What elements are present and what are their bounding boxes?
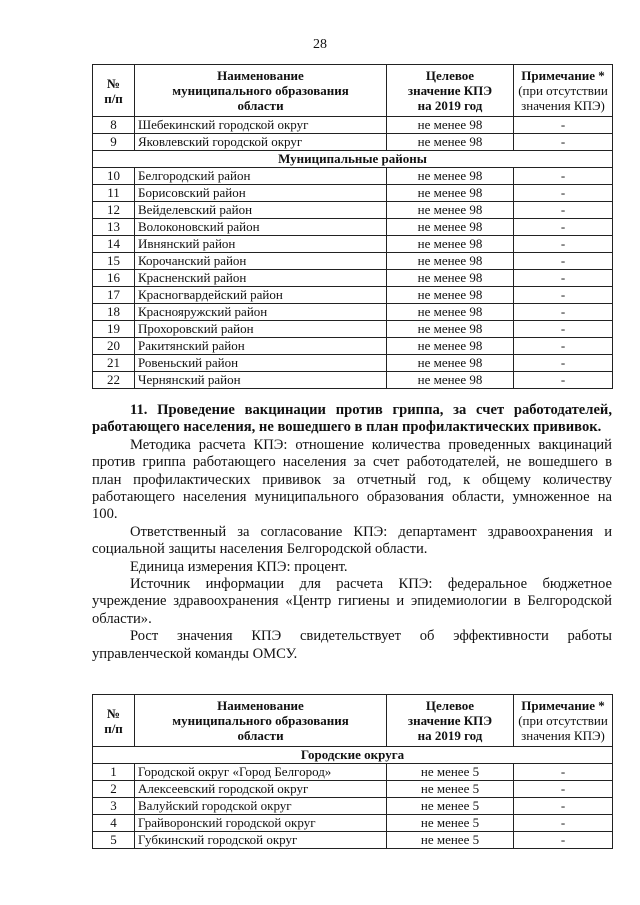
row-number: 3 (93, 798, 135, 815)
section-row (93, 151, 613, 168)
row-number: 18 (93, 304, 135, 321)
table-row (93, 270, 613, 287)
target-value: не менее 5 (387, 832, 514, 849)
note-value: - (514, 338, 613, 355)
target-value: не менее 98 (387, 253, 514, 270)
target-value: не менее 98 (387, 236, 514, 253)
row-number: 13 (93, 219, 135, 236)
table-row (93, 168, 613, 185)
method-paragraph: Методика расчета КПЭ: отношение количества проведенных вакцинаций против гриппа работающего населения за счет работодателей, не вошедшего в план профилактических прививок за отчетный год, к общему количеству работающего населения муниципального образования области, умноженное на 100. (92, 436, 612, 523)
table-row (93, 253, 613, 270)
note-value: - (514, 202, 613, 219)
growth-paragraph: Рост значения КПЭ свидетельствует об эффективности работы управленческой команды ОМСУ. (92, 628, 612, 662)
note-value: - (514, 764, 613, 781)
row-number: 12 (93, 202, 135, 219)
municipality-name: Борисовский район (135, 185, 387, 202)
row-number: 9 (93, 134, 135, 151)
header-number: № п/п (93, 695, 135, 747)
municipality-name: Ивнянский район (135, 236, 387, 253)
municipality-name: Городской округ «Город Белгород» (135, 764, 387, 781)
target-value: не менее 5 (387, 798, 514, 815)
note-value: - (514, 117, 613, 134)
note-value: - (514, 236, 613, 253)
table-row (93, 372, 613, 389)
row-number: 17 (93, 287, 135, 304)
table-row (93, 236, 613, 253)
section-title-city-districts: Городские округа (93, 747, 613, 764)
municipality-name: Валуйский городской округ (135, 798, 387, 815)
target-value: не менее 98 (387, 304, 514, 321)
note-value: - (514, 321, 613, 338)
header-target-value: Целевое значение КПЭ на 2019 год (387, 65, 514, 117)
source-paragraph: Источник информации для расчета КПЭ: федеральное бюджетное учреждение здравоохранения «Центр гигиены и эпидемиологии в Белгородской области». (92, 576, 612, 627)
table-row (93, 219, 613, 236)
note-value: - (514, 134, 613, 151)
table-header-row (93, 65, 613, 117)
table-row (93, 355, 613, 372)
note-value: - (514, 355, 613, 372)
municipality-name: Прохоровский район (135, 321, 387, 338)
municipality-name: Ракитянский район (135, 338, 387, 355)
kpe-table-lower (92, 694, 613, 849)
target-value: не менее 5 (387, 764, 514, 781)
note-value: - (514, 253, 613, 270)
row-number: 11 (93, 185, 135, 202)
table-row (93, 117, 613, 134)
municipality-name: Губкинский городской округ (135, 832, 387, 849)
target-value: не менее 5 (387, 815, 514, 832)
note-value: - (514, 219, 613, 236)
row-number: 19 (93, 321, 135, 338)
municipality-name: Вейделевский район (135, 202, 387, 219)
table-row (93, 781, 613, 798)
target-value: не менее 5 (387, 781, 514, 798)
row-number: 15 (93, 253, 135, 270)
target-value: не менее 98 (387, 185, 514, 202)
row-number: 10 (93, 168, 135, 185)
municipality-name: Грайворонский городской округ (135, 815, 387, 832)
municipality-name: Красногвардейский район (135, 287, 387, 304)
row-number: 20 (93, 338, 135, 355)
kpe-table-upper (92, 64, 613, 389)
header-note: Примечание * (при отсутствии значения КПЭ) (514, 65, 613, 117)
note-value: - (514, 270, 613, 287)
target-value: не менее 98 (387, 117, 514, 134)
target-value: не менее 98 (387, 134, 514, 151)
unit-paragraph: Единица измерения КПЭ: процент. (130, 558, 348, 575)
target-value: не менее 98 (387, 202, 514, 219)
responsible-paragraph: Ответственный за согласование КПЭ: департамент здравоохранения и социальной защиты населения Белгородской области. (92, 523, 612, 558)
municipality-name: Алексеевский городской округ (135, 781, 387, 798)
table-row (93, 134, 613, 151)
target-value: не менее 98 (387, 270, 514, 287)
note-value: - (514, 832, 613, 849)
municipality-name: Чернянский район (135, 372, 387, 389)
header-municipality: Наименование муниципального образования области (135, 65, 387, 117)
note-value: - (514, 185, 613, 202)
note-value: - (514, 168, 613, 185)
table-row (93, 832, 613, 849)
header-target-value: Целевое значение КПЭ на 2019 год (387, 695, 514, 747)
row-number: 1 (93, 764, 135, 781)
row-number: 21 (93, 355, 135, 372)
municipality-name: Волоконовский район (135, 219, 387, 236)
row-number: 16 (93, 270, 135, 287)
target-value: не менее 98 (387, 168, 514, 185)
table-row (93, 338, 613, 355)
row-number: 22 (93, 372, 135, 389)
row-number: 5 (93, 832, 135, 849)
section-heading: 11. Проведение вакцинации против гриппа, за счет работодателей, работающего населения, не вошедшего в план профилактических прививок. (92, 402, 612, 436)
municipality-name: Белгородский район (135, 168, 387, 185)
target-value: не менее 98 (387, 372, 514, 389)
table-row (93, 815, 613, 832)
municipality-name: Ровеньский район (135, 355, 387, 372)
row-number: 4 (93, 815, 135, 832)
target-value: не менее 98 (387, 338, 514, 355)
target-value: не менее 98 (387, 219, 514, 236)
target-value: не менее 98 (387, 287, 514, 304)
note-value: - (514, 287, 613, 304)
header-number: № п/п (93, 65, 135, 117)
target-value: не менее 98 (387, 355, 514, 372)
table-row (93, 185, 613, 202)
table-row (93, 764, 613, 781)
header-municipality: Наименование муниципального образования области (135, 695, 387, 747)
section-11-text (92, 402, 612, 663)
section-row (93, 747, 613, 764)
municipality-name: Корочанский район (135, 253, 387, 270)
row-number: 14 (93, 236, 135, 253)
note-value: - (514, 815, 613, 832)
municipality-name: Яковлевский городской округ (135, 134, 387, 151)
table-row (93, 287, 613, 304)
municipality-name: Шебекинский городской округ (135, 117, 387, 134)
note-value: - (514, 798, 613, 815)
municipality-name: Краснояружский район (135, 304, 387, 321)
table-row (93, 304, 613, 321)
page-number: 28 (313, 37, 327, 52)
municipality-name: Красненский район (135, 270, 387, 287)
target-value: не менее 98 (387, 321, 514, 338)
header-note: Примечание * (при отсутствии значения КПЭ) (514, 695, 613, 747)
table-row (93, 321, 613, 338)
table-header-row (93, 695, 613, 747)
row-number: 8 (93, 117, 135, 134)
section-title-districts: Муниципальные районы (93, 151, 613, 168)
table-row (93, 798, 613, 815)
note-value: - (514, 304, 613, 321)
row-number: 2 (93, 781, 135, 798)
note-value: - (514, 781, 613, 798)
table-row (93, 202, 613, 219)
note-value: - (514, 372, 613, 389)
